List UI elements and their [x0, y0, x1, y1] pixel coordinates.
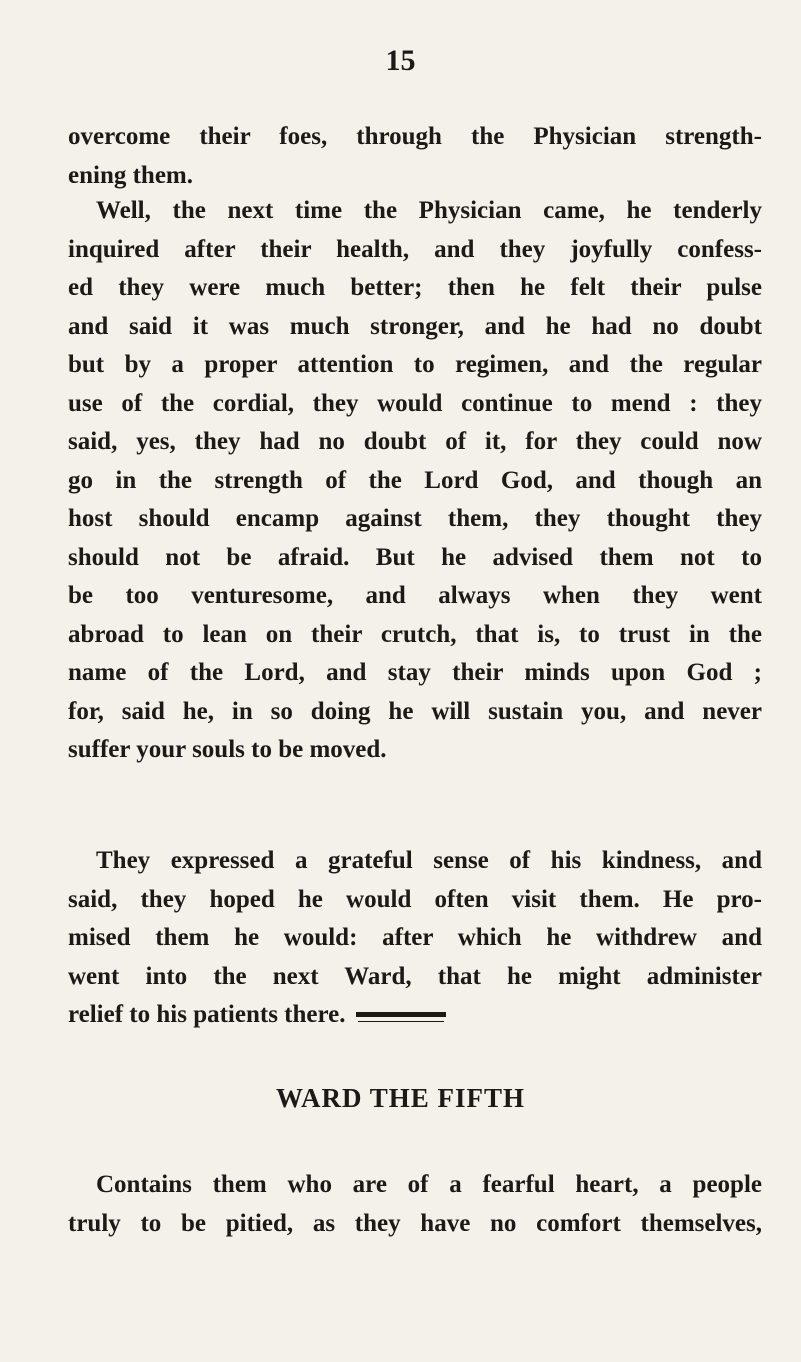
- paragraph-physician-visit: [68, 192, 762, 770]
- text-line: said, they hoped he would often visit them. He pro-: [68, 885, 762, 913]
- paragraph-ward-fifth: [68, 1166, 762, 1243]
- text-line: be too venturesome, and always when they went: [68, 582, 762, 609]
- text-line: ening them.: [68, 161, 193, 189]
- text-line: relief to his patients there.: [68, 1001, 346, 1028]
- text-line: host should encamp against them, they thought they: [68, 505, 762, 532]
- text-line: use of the cordial, they would continue to mend : they: [68, 389, 762, 417]
- text-line: mised them he would: after which he withdrew and: [68, 924, 762, 951]
- text-line: should not be afraid. But he advised them not to: [68, 543, 762, 571]
- text-line: suffer your souls to be moved.: [68, 736, 387, 763]
- text-line: truly to be pitied, as they have no comfort themselves,: [68, 1209, 762, 1237]
- paragraph-continuation: [68, 118, 762, 195]
- section-heading: WARD THE FIFTH: [275, 1083, 526, 1113]
- text-line: went into the next Ward, that he might administer: [68, 962, 762, 990]
- text-line: said, yes, they had no doubt of it, for they could now: [68, 428, 762, 455]
- text-line: for, said he, in so doing he will sustain you, and never: [68, 697, 762, 725]
- text-line: Well, the next time the Physician came, he tenderly: [96, 197, 762, 224]
- text-line: and said it was much stronger, and he had no doubt: [68, 312, 762, 340]
- text-line: but by a proper attention to regimen, and the regular: [68, 351, 762, 378]
- text-line: inquired after their health, and they joyfully confess-: [68, 235, 762, 263]
- text-line: abroad to lean on their crutch, that is, to trust in the: [68, 620, 762, 648]
- paragraph-gratitude: [68, 842, 762, 1035]
- text-line: name of the Lord, and stay their minds upon God ;: [68, 659, 762, 686]
- text-line: Contains them who are of a fearful heart, a people: [96, 1171, 762, 1198]
- text-line: overcome their foes, through the Physician strength-: [68, 123, 762, 150]
- text-line: go in the strength of the Lord God, and though an: [68, 466, 762, 494]
- page-number: 15: [385, 44, 416, 77]
- section-divider-thin: [358, 1021, 444, 1022]
- text-line: ed they were much better; then he felt their pulse: [68, 274, 762, 301]
- text-line: They expressed a grateful sense of his kindness, and: [96, 847, 762, 874]
- section-divider-thick: [356, 1012, 446, 1017]
